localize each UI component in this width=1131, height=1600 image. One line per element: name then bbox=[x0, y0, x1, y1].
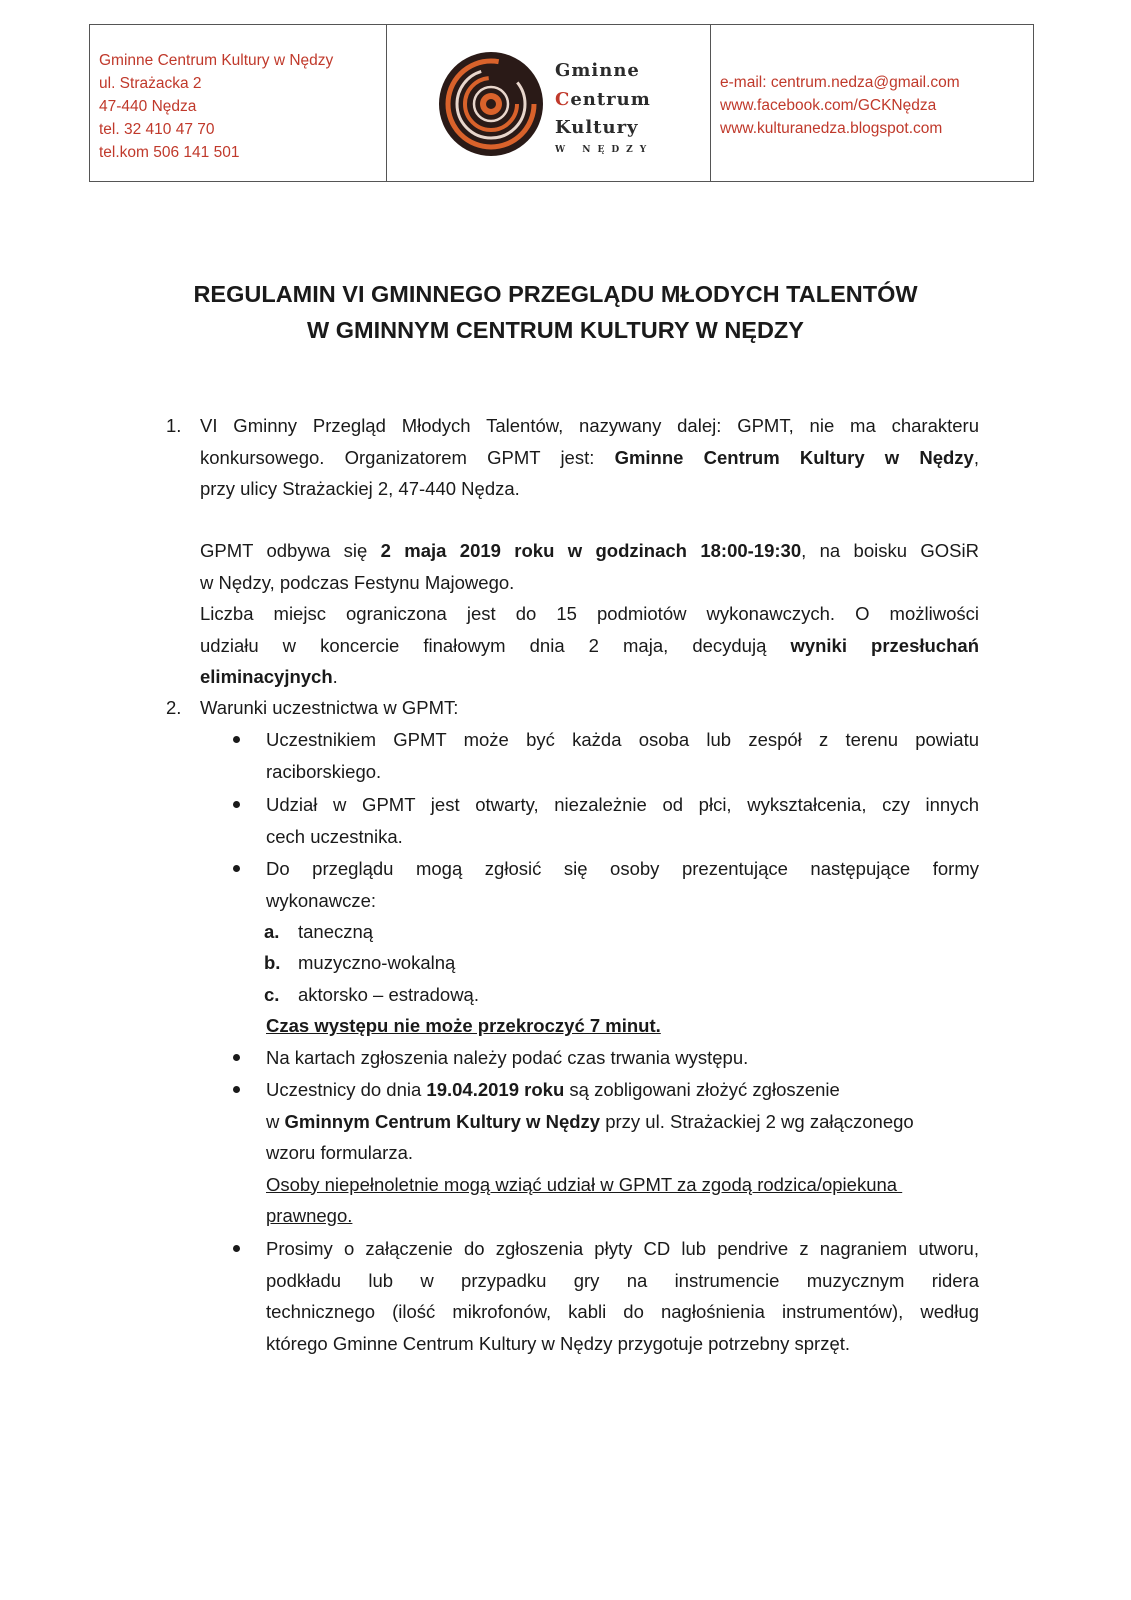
logo-line-kultury bbox=[555, 114, 653, 143]
form-text-a: taneczną bbox=[298, 921, 374, 942]
s2-b6-line-2: podkładu lub w przypadku gry na instrumencie muzycznym ridera bbox=[266, 1269, 979, 1291]
logo-block bbox=[387, 25, 711, 181]
s1-p1-line-2 bbox=[200, 442, 979, 474]
logo-line-gminne bbox=[555, 57, 653, 86]
logo-word-gminne: minne bbox=[571, 60, 640, 81]
s1-p1-line-3: przy ulicy Strażackiej 2, 47-440 Nędza. bbox=[200, 478, 520, 499]
s1-p1-organizer: Gminne Centrum Kultury w Nędzy bbox=[614, 446, 974, 468]
s1-p1-comma: , bbox=[973, 446, 979, 468]
contact-blog: www.kulturanedza.blogspot.com bbox=[720, 120, 943, 137]
section-2-heading: Warunki uczestnictwa w GPMT: bbox=[200, 697, 459, 718]
logo-spiral-icon bbox=[437, 50, 545, 158]
s1-p3-line-3 bbox=[200, 661, 979, 693]
s2-bullet-3 bbox=[266, 853, 979, 916]
s2-bullet-2 bbox=[266, 789, 979, 852]
form-letter-a: a. bbox=[264, 921, 280, 942]
contact-facebook: www.facebook.com/GCKNędza bbox=[720, 97, 937, 114]
s2-b6-line-1: Prosimy o załączenie do zgłoszenia płyty CD lub pendrive z nagraniem utworu, bbox=[266, 1238, 979, 1259]
logo-subtitle: W NĘDZY bbox=[555, 144, 654, 155]
section-1-paragraph-1 bbox=[200, 410, 979, 505]
s1-p3-results: wyniki przesłuchań bbox=[790, 634, 979, 656]
s2-b5-line-1 bbox=[266, 1074, 979, 1106]
section-1-number: 1. bbox=[166, 415, 182, 436]
s1-p1-text: konkursowego. Organizatorem GPMT jest: bbox=[200, 446, 615, 468]
s1-p2-date: 2 maja 2019 roku w godzinach 18:00-19:30 bbox=[380, 540, 802, 561]
address-line-postcode: 47-440 Nędza bbox=[99, 98, 197, 115]
title-line-1: REGULAMIN VI GMINNEGO PRZEGLĄDU MŁODYCH TALENTÓW bbox=[193, 281, 918, 307]
form-letter-b: b. bbox=[264, 952, 281, 973]
section-2-number: 2. bbox=[166, 697, 182, 718]
s2-bullet-4: Na kartach zgłoszenia należy podać czas trwania występu. bbox=[266, 1047, 749, 1068]
s2-b5-deadline: 19.04.2019 roku bbox=[426, 1079, 565, 1100]
logo-letter-c: C bbox=[555, 88, 571, 110]
logo-letter-k: K bbox=[555, 117, 572, 138]
logo-letter-g: G bbox=[555, 60, 572, 81]
s2-b2-line-1: Udział w GPMT jest otwarty, niezależnie od płci, wykształcenia, czy innych bbox=[266, 794, 979, 815]
bullet-icon bbox=[233, 1245, 240, 1252]
s2-b1-line-1: Uczestnikiem GPMT może być każda osoba lub zespół z terenu powiatu bbox=[266, 729, 979, 750]
address-line-org: Gminne Centrum Kultury w Nędzy bbox=[99, 52, 334, 69]
address-line-phone: tel. 32 410 47 70 bbox=[99, 121, 215, 138]
logo-word-kultury: ultury bbox=[571, 117, 639, 138]
s2-bullet-1 bbox=[266, 724, 979, 787]
s2-b5-text-w: w bbox=[266, 1110, 285, 1132]
s2-b5-note-line-1: Osoby niepełnoletnie mogą wziąć udział w GPMT za zgodą rodzica/opiekuna bbox=[266, 1173, 903, 1195]
s1-p2-text-a: GPMT odbywa się bbox=[200, 540, 381, 561]
s2-b1-line-2: raciborskiego. bbox=[266, 760, 382, 782]
s2-b5-note-line-2: prawnego. bbox=[266, 1205, 353, 1226]
logo-line-centrum bbox=[555, 86, 653, 115]
title-line-2: W GMINNYM CENTRUM KULTURY W NĘDZY bbox=[307, 317, 804, 343]
s2-bullet-5 bbox=[266, 1074, 979, 1232]
s1-p1-line-1: VI Gminny Przegląd Młodych Talentów, nazywany dalej: GPMT, nie ma charakteru bbox=[200, 415, 979, 436]
logo-wordmark bbox=[555, 57, 653, 155]
document-title bbox=[0, 276, 1111, 348]
s1-p3-line-2 bbox=[200, 630, 979, 662]
logo-word-centrum: entrum bbox=[570, 88, 651, 110]
bullet-icon bbox=[233, 736, 240, 743]
form-letter-c: c. bbox=[264, 984, 280, 1005]
letterhead bbox=[89, 24, 1034, 182]
address-block bbox=[90, 25, 387, 181]
address-line-street: ul. Strażacka 2 bbox=[99, 75, 202, 92]
address-line-mobile: tel.kom 506 141 501 bbox=[99, 144, 240, 161]
s1-p2-text-c: , na boisku GOSiR bbox=[801, 540, 979, 561]
s1-p2-line-1 bbox=[200, 535, 979, 567]
s1-p2-line-2: w Nędzy, podczas Festynu Majowego. bbox=[200, 571, 515, 593]
s2-b3-line-1: Do przeglądu mogą zgłosić się osoby prezentujące następujące formy bbox=[266, 858, 979, 879]
s2-b6-line-4: którego Gminne Centrum Kultury w Nędzy przygotuje potrzebny sprzęt. bbox=[266, 1332, 851, 1354]
s2-b5-line-3: wzoru formularza. bbox=[266, 1142, 414, 1163]
bullet-icon bbox=[233, 801, 240, 808]
s2-b2-line-2: cech uczestnika. bbox=[266, 825, 403, 847]
s1-p3-text-a: udziału w koncercie finałowym dnia 2 maja, decydują bbox=[200, 634, 791, 656]
s1-p3-eliminations: eliminacyjnych bbox=[200, 666, 333, 687]
s1-p3-period: . bbox=[332, 666, 338, 687]
bullet-icon bbox=[233, 1086, 240, 1093]
time-limit-text: Czas występu nie może przekroczyć 7 minut. bbox=[266, 1015, 661, 1036]
s1-p3-line-1: Liczba miejsc ograniczona jest do 15 podmiotów wykonawczych. O możliwości bbox=[200, 603, 979, 624]
section-1-paragraph-2 bbox=[200, 535, 979, 693]
s2-b5-text-c: są zobligowani złożyć zgłoszenie bbox=[564, 1079, 840, 1100]
s2-b5-line-2 bbox=[266, 1106, 979, 1138]
s2-b5-org: Gminnym Centrum Kultury w Nędzy bbox=[284, 1110, 601, 1132]
bullet-icon bbox=[233, 1054, 240, 1061]
s2-b3-line-2: wykonawcze: bbox=[266, 889, 377, 911]
s2-b5-text-a: Uczestnicy do dnia bbox=[266, 1079, 427, 1100]
s2-bullet-6 bbox=[266, 1233, 979, 1359]
s2-b6-line-3: technicznego (ilość mikrofonów, kabli do nagłośnienia instrumentów), według bbox=[266, 1301, 979, 1322]
time-limit-note bbox=[266, 1010, 661, 1042]
contact-block bbox=[711, 25, 1033, 181]
form-text-c: aktorsko – estradową. bbox=[298, 984, 479, 1005]
s2-b5-text-address: przy ul. Strażackiej 2 wg załączonego bbox=[600, 1110, 914, 1132]
bullet-icon bbox=[233, 865, 240, 872]
contact-email: e-mail: centrum.nedza@gmail.com bbox=[720, 74, 960, 91]
form-text-b: muzyczno-wokalną bbox=[298, 952, 456, 973]
